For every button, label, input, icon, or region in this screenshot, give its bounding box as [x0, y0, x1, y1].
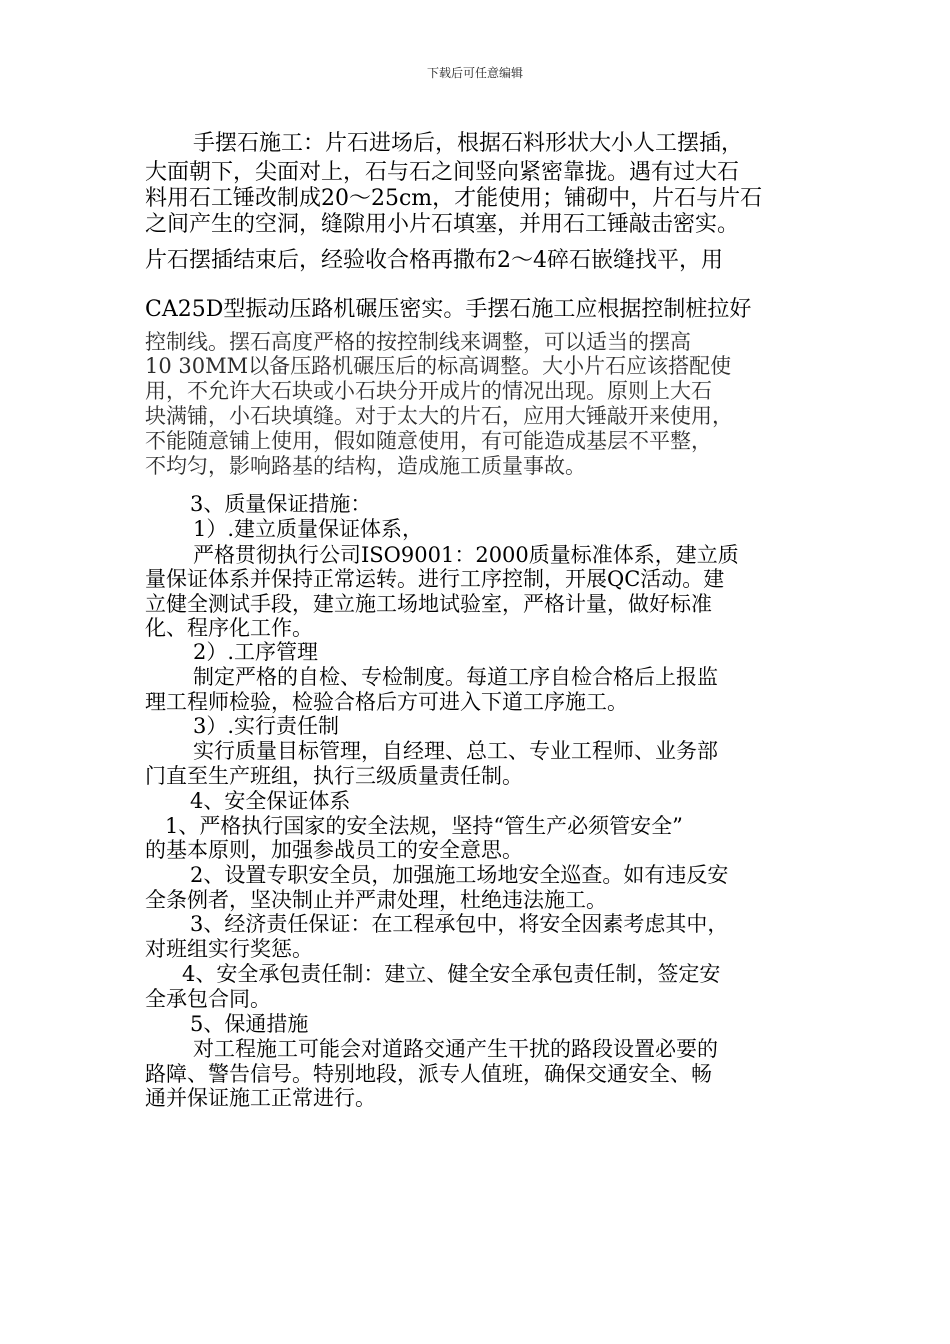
text-line: 量保证体系并保持正常运转。进行工序控制，开展QC活动。建 — [145, 567, 725, 591]
text-line: 对班组实行奖惩。 — [145, 937, 313, 961]
section-heading: 3、质量保证措施： — [190, 492, 372, 516]
text-line: 2、设置专职安全员，加强施工场地安全巡查。如有违反安 — [190, 863, 729, 887]
text-line: 严格贯彻执行公司ISO9001：2000质量标准体系，建立质 — [193, 543, 739, 567]
text-line: 之间产生的空洞，缝隙用小片石填塞，并用石工锤敲击密实。 — [145, 212, 740, 237]
text-line: 大面朝下，尖面对上，石与石之间竖向紧密靠拢。遇有过大石 — [145, 160, 740, 185]
text-line: 路障、警告信号。特别地段，派专人值班，确保交通安全、畅 — [145, 1062, 712, 1086]
text-line: 立健全测试手段，建立施工场地试验室，严格计量，做好标准 — [145, 592, 712, 616]
text-line: 片石摆插结束后，经验收合格再撒布2～4碎石嵌缝找平，用 — [145, 248, 723, 273]
text-line: 手摆石施工：片石进场后，根据石料形状大小人工摆插， — [193, 131, 744, 156]
text-line: CA25D型振动压路机碾压密实。手摆石施工应根据控制桩拉好 — [145, 297, 752, 322]
text-line: 1、严格执行国家的安全法规，坚持“管生产必须管安全” — [165, 814, 683, 838]
text-line: 全条例者，坚决制止并严肃处理，杜绝违法施工。 — [145, 888, 607, 912]
text-line: 制定严格的自检、专检制度。每道工序自检合格后上报监 — [193, 665, 718, 689]
subsection-heading: 1）.建立质量保证体系， — [193, 517, 424, 541]
text-line: 10 30MM以备压路机碾压后的标高调整。大小片石应该搭配使 — [145, 354, 732, 378]
section-heading: 4、安全保证体系 — [190, 789, 351, 813]
text-line: 理工程师检验，检验合格后方可进入下道工序施工。 — [145, 690, 628, 714]
text-line: 门直至生产班组，执行三级质量责任制。 — [145, 764, 523, 788]
text-line: 块满铺，小石块填缝。对于太大的片石，应用大锤敲开来使用， — [145, 404, 733, 428]
page-header: 下载后可任意编辑 — [426, 66, 523, 80]
text-line: 3、经济责任保证：在工程承包中，将安全因素考虑其中， — [190, 912, 729, 936]
text-line: 不能随意铺上使用，假如随意使用，有可能造成基层不平整， — [145, 429, 712, 453]
text-line: 4、安全承包责任制：建立、健全安全承包责任制，签定安 — [182, 962, 721, 986]
text-line: 不均匀，影响路基的结构，造成施工质量事故。 — [145, 454, 586, 478]
text-line: 的基本原则，加强参战员工的安全意思。 — [145, 838, 523, 862]
text-line: 通并保证施工正常进行。 — [145, 1086, 376, 1110]
subsection-heading: 3）.实行责任制 — [193, 714, 340, 738]
text-line: 对工程施工可能会对道路交通产生干扰的路段设置必要的 — [193, 1037, 718, 1061]
text-line: 化、程序化工作。 — [145, 616, 313, 640]
text-line: 料用石工锤改制成20～25cm，才能使用；铺砌中，片石与片石 — [145, 186, 763, 211]
section-heading: 5、保通措施 — [190, 1012, 309, 1036]
text-line: 全承包合同。 — [145, 987, 271, 1011]
text-line: 控制线。摆石高度严格的按控制线来调整，可以适当的摆高 — [145, 330, 691, 354]
subsection-heading: 2）.工序管理 — [193, 640, 319, 664]
text-line: 实行质量目标管理，自经理、总工、专业工程师、业务部 — [193, 739, 718, 763]
text-line: 用，不允许大石块或小石块分开成片的情况出现。原则上大石 — [145, 379, 712, 403]
